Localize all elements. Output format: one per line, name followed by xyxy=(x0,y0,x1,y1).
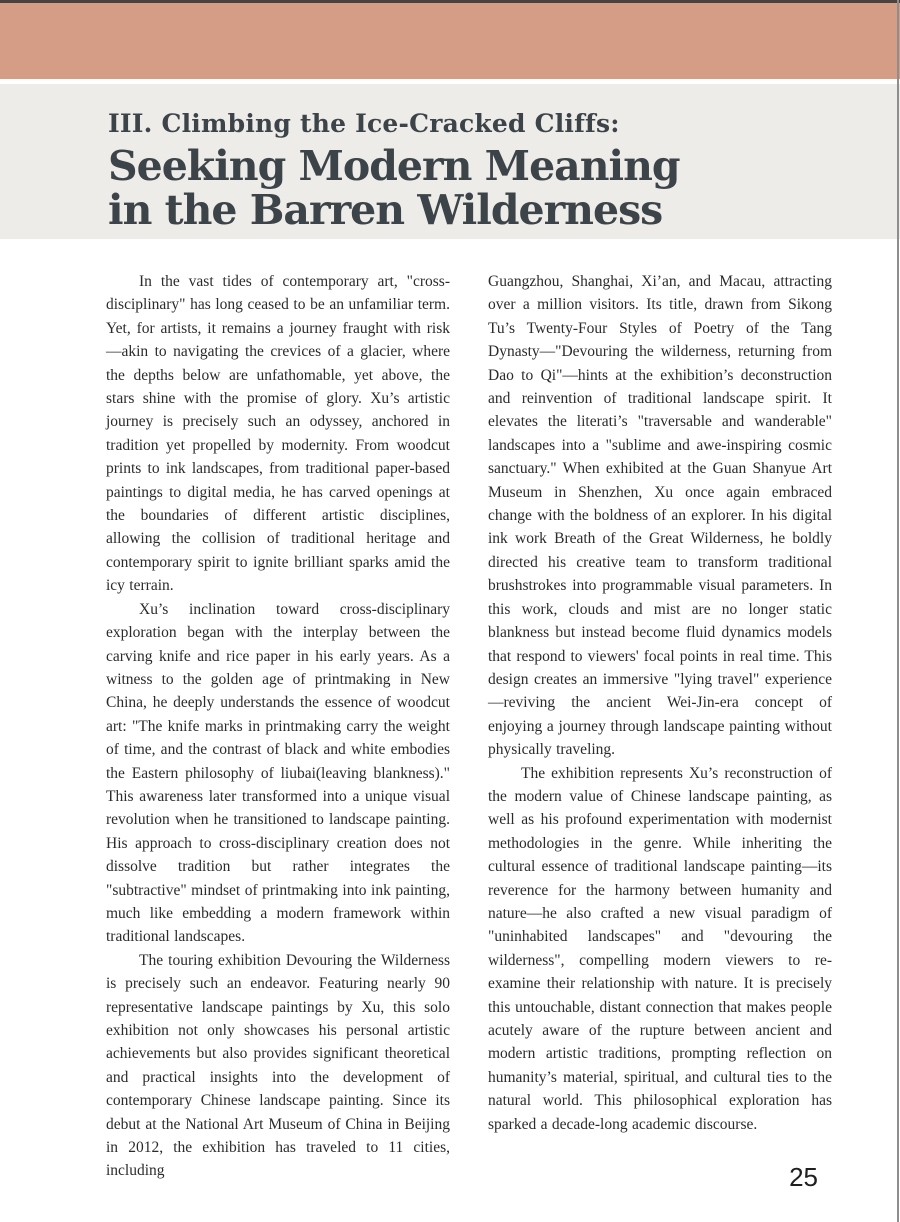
page-number: 25 xyxy=(789,1162,818,1192)
paragraph-intro: In the vast tides of contemporary art, "cross-disciplinary" has long ceased to be an unfamiliar term. Yet, for artists, it remains a journey fraught with risk—akin to navigating the crevices of a glacier, where the depths below are unfathomable, yet above, the stars shine with the promise of glory. Xu’s artistic journey is precisely such an odyssey, anchored in tradition yet propelled by modernity. From woodcut prints to ink landscapes, from traditional paper-based paintings to digital media, he has carved openings at the boundaries of different artistic disciplines, allowing the collision of traditional heritage and contemporary spirit to ignite brilliant sparks amid the icy terrain. xyxy=(106,273,450,595)
title-block xyxy=(0,84,900,239)
left-column xyxy=(106,270,450,1183)
article-body xyxy=(106,270,832,1183)
page-title-line-2: in the Barren Wilderness xyxy=(108,186,663,234)
right-column xyxy=(488,270,832,1183)
paragraph-inclination: Xu’s inclination toward cross-disciplinary exploration began with the interplay between the carving knife and rice paper in his early years. As a witness to the golden age of printmaking in New China, he deeply understands the essence of woodcut art: "The knife marks in printmaking carry the weight of time, and the contrast of black and white embodies the Eastern philosophy of liubai(leaving blankness)." This awareness later transformed into a unique visual revolution when he transitioned to landscape painting. His approach to cross-disciplinary creation does not dissolve tradition but rather integrates the "subtractive" mindset of printmaking into ink painting, much like embedding a modern framework within traditional landscapes. xyxy=(106,600,450,946)
header-band xyxy=(0,3,900,79)
page-right-edge xyxy=(897,0,899,1222)
section-heading: III. Climbing the Ice-Cracked Cliffs: xyxy=(108,109,620,138)
paragraph-touring-exhibition-continued: Guangzhou, Shanghai, Xi’an, and Macau, attracting over a million visitors. Its title, drawn from Sikong Tu’s Twenty-Four Styles of Poetry of the Tang Dynasty—"Devouring the wilderness, returning from Dao to Qi"—hints at the exhibition’s deconstruction and reinvention of traditional landscape spirit. It elevates the literati’s "traversable and wanderable" landscapes into a "sublime and awe-inspiring cosmic sanctuary." When exhibited at the Guan Shanyue Art Museum in Shenzhen, Xu once again embraced change with the boldness of an explorer. In his digital ink work Breath of the Great Wilderness, he boldly directed his creative team to transform traditional brushstrokes into programmable visual parameters. In this work, clouds and mist are no longer static blankness but instead become fluid dynamics models that respond to viewers' focal points in real time. This design creates an immersive "lying travel" experience—reviving the ancient Wei-Jin-era concept of enjoying a journey through landscape painting without physically traveling. xyxy=(488,273,832,759)
page-title-line-1: Seeking Modern Meaning xyxy=(108,142,680,190)
paragraph-touring-exhibition: The touring exhibition Devouring the Wilderness is precisely such an endeavor. Featuring nearly 90 representative landscape paintings by Xu, this solo exhibition not only showcases his personal artistic achievements but also provides significant theoretical and practical insights into the development of contemporary Chinese landscape painting. Since its debut at the National Art Museum of China in Beijing in 2012, the exhibition has traveled to 11 cities, including xyxy=(106,951,450,1180)
page-title xyxy=(108,144,860,232)
paragraph-exhibition-meaning: The exhibition represents Xu’s reconstruction of the modern value of Chinese landscape painting, as well as his profound experimentation with modernist methodologies in the genre. While inheriting the cultural essence of traditional landscape painting—its reverence for the harmony between humanity and nature—he also crafted a new visual paradigm of "uninhabited landscapes" and "devouring the wilderness", compelling modern viewers to re-examine their relationship with nature. It is precisely this untouchable, distant connection that makes people acutely aware of the rupture between ancient and modern artistic traditions, prompting reflection on humanity’s material, spiritual, and cultural ties to the natural world. This philosophical exploration has sparked a decade-long academic discourse. xyxy=(488,764,832,1133)
